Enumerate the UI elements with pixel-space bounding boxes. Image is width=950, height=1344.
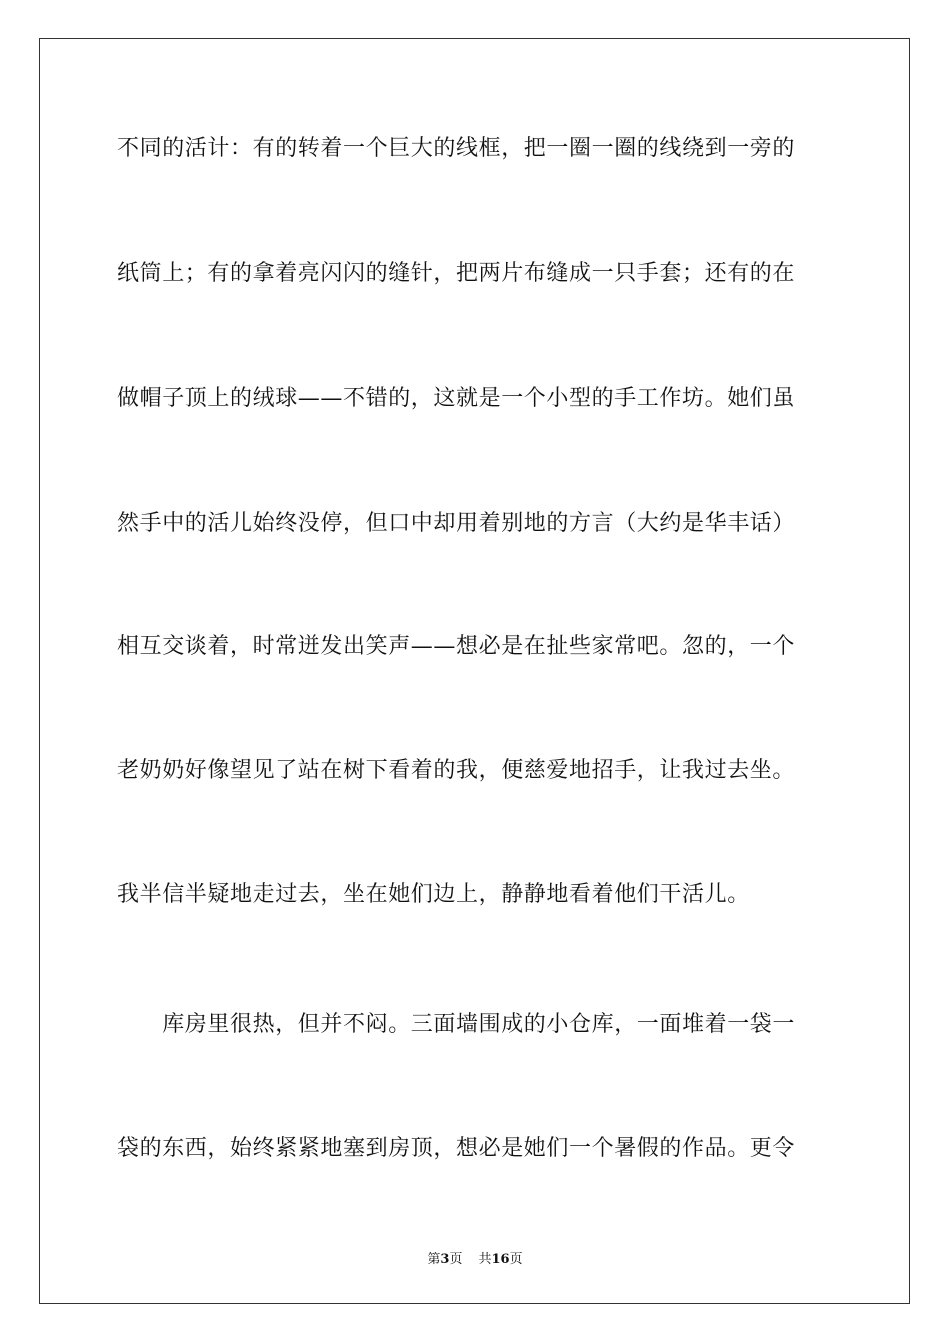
body-text-line-3: 做帽子顶上的绒球——不错的，这就是一个小型的手工作坊。她们虽: [117, 386, 796, 411]
total-suffix: 页: [509, 1252, 523, 1267]
page-suffix: 页: [449, 1252, 463, 1267]
body-text-line-7: 我半信半疑地走过去，坐在她们边上，静静地看着他们干活儿。: [117, 882, 750, 907]
total-pages: 16: [491, 1252, 510, 1267]
page-footer: [0, 1248, 950, 1267]
body-text-line-9: 袋的东西，始终紧紧地塞到房顶，想必是她们一个暑假的作品。更令: [117, 1136, 796, 1161]
body-text-line-4: 然手中的活儿始终没停，但口中却用着别地的方言（大约是华丰话）: [117, 511, 796, 536]
body-text-line-2: 纸筒上；有的拿着亮闪闪的缝针，把两片布缝成一只手套；还有的在: [117, 261, 796, 286]
body-text-line-8: 库房里很热，但并不闷。三面墙围成的小仓库，一面堆着一袋一: [117, 1012, 796, 1037]
total-prefix: 共: [478, 1252, 492, 1267]
body-text-line-5: 相互交谈着，时常迸发出笑声——想必是在扯些家常吧。忽的，一个: [117, 634, 796, 659]
page-number: 3: [440, 1252, 450, 1267]
page-prefix: 第: [427, 1252, 441, 1267]
body-text-line-1: 不同的活计：有的转着一个巨大的线框，把一圈一圈的线绕到一旁的: [117, 136, 796, 161]
page-border: [39, 38, 910, 1304]
body-text-line-6: 老奶奶好像望见了站在树下看着的我，便慈爱地招手，让我过去坐。: [117, 758, 796, 783]
